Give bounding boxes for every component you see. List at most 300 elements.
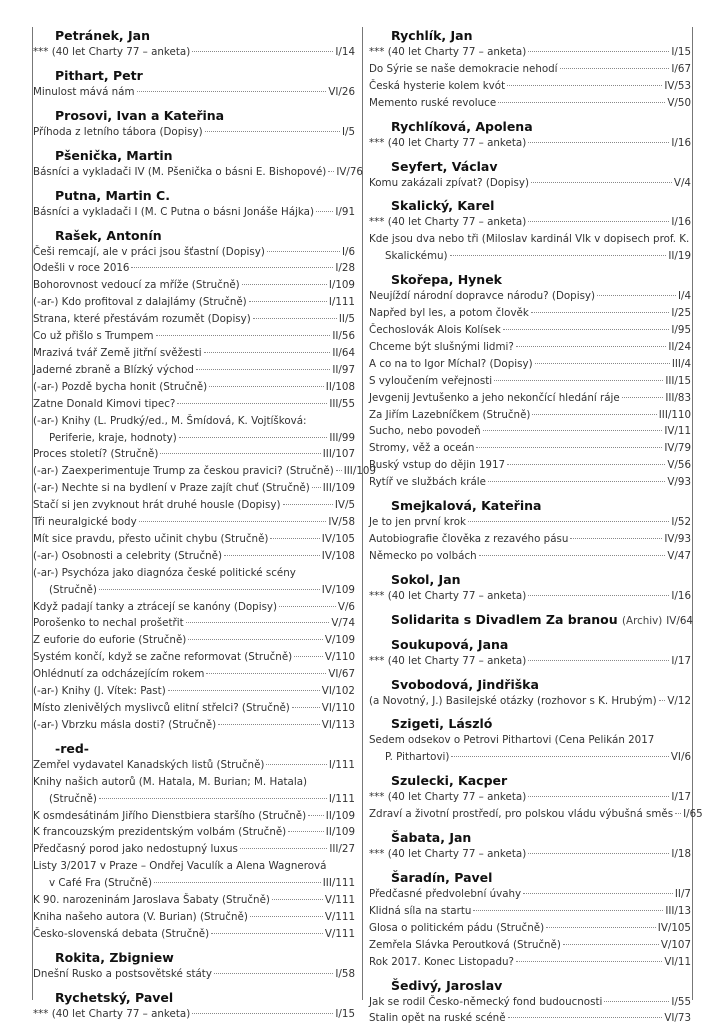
entry-title: *** (40 let Charty 77 – anketa): [369, 791, 527, 804]
author-name: Šaradín, Pavel: [391, 870, 493, 885]
entry-title: Básníci a vykladači IV (M. Pšenička o básni E. Bishopové): [33, 165, 327, 178]
dot-leader: [99, 798, 327, 799]
page-ref: VI/102: [321, 685, 355, 698]
author-heading: [33, 27, 355, 44]
dot-leader: [266, 764, 326, 765]
entry-title: Stalin opět na ruské scéně: [369, 1012, 506, 1025]
dot-leader: [507, 85, 662, 86]
dot-leader: [250, 916, 323, 917]
entry-title: *** (40 let Charty 77 – anketa): [33, 1007, 191, 1020]
page-ref: I/5: [341, 125, 355, 138]
dot-leader: [516, 961, 662, 962]
dot-leader: [288, 831, 324, 832]
index-entry: [33, 277, 355, 294]
author-heading: [369, 611, 691, 630]
dot-leader: [192, 51, 333, 52]
entry-title: (-ar-) Psychóza jako diagnóza české politické scény: [33, 566, 296, 579]
entry-title: Listy 3/2017 v Praze – Ondřej Vaculík a Alena Wagnerová: [33, 860, 327, 873]
index-entry: [369, 994, 691, 1011]
entry-title: Zemřel vydavatel Kanadských listů (Stručně): [33, 758, 265, 771]
entry-title: Glosa o politickém pádu (Stručně): [369, 921, 545, 934]
index-entry: [369, 356, 691, 373]
entry-title: Sedem odsekov o Petrovi Pithartovi (Cena Pelikán 2017: [369, 734, 655, 747]
entry-title: Zatne Donald Kimovi tipec?: [33, 397, 176, 410]
index-entry: [33, 700, 355, 717]
dot-leader: [279, 606, 336, 607]
page-ref: I/28: [335, 262, 355, 275]
dot-leader: [336, 470, 342, 471]
dot-leader: [532, 414, 656, 415]
entry-title: Ruský vstup do dějin 1917: [369, 459, 506, 472]
entry-title: (-ar-) Osobnosti a celebrity (Stručně): [33, 549, 222, 562]
dot-leader: [507, 464, 665, 465]
page-ref: III/110: [658, 408, 691, 421]
page-ref: I/111: [328, 296, 355, 309]
dot-leader: [308, 815, 324, 816]
entry-title: Místo zlenivělých myslivců elitní střelci? (Stručně): [33, 702, 290, 714]
index-entry: [33, 311, 355, 328]
author-name: Rašek, Antonín: [55, 227, 162, 243]
dot-leader: [186, 622, 330, 623]
entry-title: K osmdesátinám Jiřího Dienstbiera staršího (Stručně): [33, 809, 307, 822]
author-name: Prosovi, Ivan a Kateřina: [55, 107, 225, 123]
dot-leader: [597, 295, 676, 296]
index-entry: [33, 892, 355, 909]
page-ref: III/13: [665, 904, 691, 917]
index-entry: [33, 717, 355, 734]
author-heading: [369, 158, 691, 175]
page-ref: I/55: [671, 995, 691, 1008]
entry-title: S vyloučením veřejnosti: [369, 374, 493, 387]
index-entry: [369, 789, 691, 806]
author-name: Putna, Martin C.: [55, 187, 170, 203]
dot-leader: [179, 437, 328, 438]
index-entry: [33, 362, 355, 379]
index-entry: [33, 44, 355, 61]
page-ref: II/64: [332, 346, 355, 359]
author-heading: [369, 197, 691, 214]
page-ref: I/17: [671, 791, 691, 804]
author-heading: [369, 869, 691, 886]
index-entry: [33, 808, 355, 825]
page-ref: I/52: [671, 516, 691, 529]
entry-title: Do Sýrie se naše demokracie nehodí: [369, 62, 558, 75]
dot-leader: [211, 933, 323, 934]
index-entry: [33, 909, 355, 926]
index-entry-continuation: [33, 430, 355, 447]
page-ref: V/110: [324, 651, 355, 664]
index-entry: [369, 322, 691, 339]
dot-leader: [479, 555, 666, 556]
right-column-rule: [692, 27, 693, 1000]
dot-leader: [205, 131, 340, 132]
entry-title: Co už přišlo s Trumpem: [33, 330, 154, 343]
page-ref: III/4: [671, 357, 691, 370]
entry-title: Ohlédnutí za odcházejícím rokem: [33, 668, 205, 681]
page-ref: IV/76: [336, 165, 363, 178]
index-entry: [33, 565, 355, 582]
page-ref: V/109: [324, 634, 355, 647]
page-ref: IV/11: [664, 425, 691, 438]
page-ref: II/108: [325, 380, 355, 393]
page-ref: II/109: [325, 826, 355, 839]
entry-title: K 90. narozeninám Jaroslava Šabaty (Stručně): [33, 894, 270, 907]
page-ref: V/50: [667, 96, 691, 109]
entry-title: Češi remcají, ale v práci jsou šťastní (Dopisy): [33, 245, 265, 258]
author-heading: [369, 118, 691, 135]
dot-leader: [451, 756, 668, 757]
index-entry: [33, 328, 355, 345]
index-entry: [33, 480, 355, 497]
page-ref: III/109: [343, 465, 376, 478]
author-name: Skořepa, Hynek: [391, 272, 502, 288]
page-ref: V/56: [667, 459, 691, 472]
page-ref: I/58: [335, 967, 355, 980]
author-name: Rokita, Zbigniew: [55, 949, 174, 965]
entry-title: *** (40 let Charty 77 – anketa): [33, 46, 191, 58]
index-entry: [369, 693, 691, 710]
index-entry: [33, 244, 355, 261]
author-name: Šedivý, Jaroslav: [391, 977, 503, 993]
entry-title: Dnešní Rusko a postsovětské státy: [33, 967, 212, 980]
page-ref: V/107: [660, 938, 691, 951]
dot-leader: [560, 68, 670, 69]
entry-title: *** (40 let Charty 77 – anketa): [369, 136, 527, 149]
entry-title: *** (40 let Charty 77 – anketa): [369, 848, 527, 861]
entry-title: Česko-slovenská debata (Stručně): [33, 927, 210, 940]
entry-title: (a Novotný, J.) Basilejské otázky (rozhovor s K. Hrubým): [369, 694, 657, 707]
index-entry: [33, 858, 355, 875]
entry-title: Memento ruské revoluce: [369, 96, 497, 109]
entry-title: Z euforie do euforie (Stručně): [33, 634, 187, 647]
page-ref: I/17: [671, 654, 691, 667]
dot-leader: [294, 656, 323, 657]
entry-title-continued: (Stručně): [49, 583, 97, 596]
dot-leader: [508, 1017, 663, 1018]
dot-leader: [249, 301, 327, 302]
dot-leader: [328, 171, 334, 172]
page-ref: I/65: [683, 808, 703, 821]
dot-leader: [154, 882, 321, 883]
dot-leader: [214, 973, 333, 974]
index-entry: [369, 390, 691, 407]
page-ref: V/47: [667, 549, 691, 562]
author-heading: [33, 949, 355, 966]
author-name: Šabata, Jan: [391, 830, 472, 846]
page-ref: VI/11: [664, 955, 691, 968]
index-entry: [369, 440, 691, 457]
entry-title: Klidná síla na startu: [369, 904, 472, 917]
entry-title: (-ar-) Pozdě bycha honit (Stručně): [33, 380, 208, 393]
dot-leader: [312, 487, 321, 488]
author-name: Seyfert, Václav: [391, 158, 498, 174]
dot-leader: [292, 707, 320, 708]
index-entry: [369, 588, 691, 605]
author-heading: [33, 187, 355, 204]
entry-title: Zdraví a životní prostředí, pro polskou vládu výbušná směs: [369, 808, 674, 821]
page-ref: I/14: [335, 46, 355, 58]
dot-leader: [570, 538, 662, 539]
page-ref: V/111: [324, 894, 355, 907]
dot-leader: [528, 221, 669, 222]
author-name: Rychetský, Pavel: [55, 989, 174, 1005]
author-heading: [369, 772, 691, 789]
author-name: Szigeti, László: [391, 716, 493, 732]
index-entry: [33, 294, 355, 311]
index-entry: [33, 379, 355, 396]
dot-leader: [253, 318, 337, 319]
author-heading: [33, 147, 355, 164]
index-entry: [369, 423, 691, 440]
page-ref: V/74: [331, 617, 355, 630]
entry-title: Odešli v roce 2016: [33, 262, 130, 275]
page-ref: VI/113: [321, 718, 355, 731]
index-entry: [369, 653, 691, 670]
entry-title: (-ar-) Nechte si na bydlení v Praze zajít chuť (Stručně): [33, 482, 310, 495]
page-ref: I/95: [671, 323, 691, 336]
dot-leader: [188, 639, 323, 640]
author-heading: [33, 740, 355, 757]
entry-title: *** (40 let Charty 77 – anketa): [369, 589, 527, 602]
page-ref: I/67: [671, 62, 691, 75]
dot-leader: [270, 538, 319, 539]
author-name: Skalický, Karel: [391, 198, 495, 214]
heading-note: (Archiv): [622, 614, 663, 627]
entry-title: Kde jsou dva nebo tři (Miloslav kardinál Vlk v dopisech prof. K.: [369, 233, 690, 246]
entry-title: Příhoda z letního tábora (Dopisy): [33, 125, 203, 138]
entry-title-continued: v Café Fra (Stručně): [49, 877, 152, 890]
entry-title: *** (40 let Charty 77 – anketa): [369, 216, 527, 229]
page-ref: II/56: [332, 330, 355, 343]
author-heading: [369, 27, 691, 44]
index-entry-continuation: [369, 248, 691, 265]
page-ref: I/6: [341, 245, 355, 258]
page-ref: IV/105: [657, 921, 691, 934]
dot-leader: [531, 312, 670, 313]
entry-title: (-ar-) Knihy (J. Vítek: Past): [33, 685, 166, 698]
author-heading: [369, 571, 691, 588]
dot-leader: [488, 481, 665, 482]
dot-leader: [528, 660, 669, 661]
dot-leader: [494, 380, 663, 381]
dot-leader: [483, 430, 663, 431]
index-entry: [33, 841, 355, 858]
author-heading: [33, 107, 355, 124]
index-entry: [369, 531, 691, 548]
dot-leader: [531, 182, 672, 183]
author-name: Sokol, Jan: [391, 571, 461, 587]
page-ref: I/111: [328, 792, 355, 805]
index-entry: [33, 463, 376, 480]
index-entry: [33, 514, 355, 531]
index-entry: [33, 926, 355, 943]
author-name: Szulecki, Kacper: [391, 773, 508, 789]
author-name: Svobodová, Jindřiška: [391, 676, 539, 692]
author-heading: [369, 676, 691, 693]
index-entry: [33, 774, 355, 791]
page-ref: I/16: [671, 216, 691, 229]
author-name: Rychlík, Jan: [391, 28, 473, 43]
page-ref: III/107: [322, 448, 355, 461]
index-entry: [369, 339, 691, 356]
dot-leader: [604, 1001, 669, 1002]
index-entry: [33, 615, 355, 632]
dot-leader: [137, 91, 327, 92]
entry-title: Komu zakázali zpívat? (Dopisy): [369, 176, 529, 189]
dot-leader: [473, 910, 663, 911]
author-name: Smejkalová, Kateřina: [391, 498, 542, 514]
page-ref: VI/73: [664, 1012, 691, 1025]
author-heading: [369, 715, 691, 732]
page-ref: I/15: [671, 46, 691, 58]
index-entry: [33, 649, 355, 666]
dot-leader: [622, 397, 664, 398]
page-ref: II/7: [674, 888, 691, 900]
index-entry-continuation: [33, 875, 355, 892]
entry-title: Stačí si jen zvyknout hrát druhé housle (Dopisy): [33, 499, 281, 512]
dot-leader: [316, 211, 333, 212]
entry-title: Bohorovnost vedoucí za mříže (Stručně): [33, 279, 240, 292]
page-ref: I/16: [671, 136, 691, 149]
dot-leader: [523, 893, 673, 894]
author-heading: [369, 497, 691, 514]
index-entry: [369, 920, 691, 937]
entry-title: Za Jiřím Lazebníčkem (Stručně): [369, 408, 531, 421]
dot-leader: [528, 595, 669, 596]
entry-title: Zemřela Slávka Peroutková (Stručně): [369, 938, 561, 951]
page-ref: II/109: [325, 809, 355, 822]
page-ref: IV/5: [334, 499, 355, 512]
page-ref: I/109: [328, 279, 355, 292]
entry-title: Předčasný porod jako nedostupný luxus: [33, 843, 238, 856]
entry-title-continued: Skalickému): [385, 250, 448, 263]
entry-title-continued: Periferie, kraje, hodnoty): [49, 431, 177, 444]
index-entry: [33, 599, 355, 616]
page-ref: II/97: [332, 363, 355, 376]
page-ref: I/18: [671, 848, 691, 861]
page-ref: IV/79: [664, 442, 691, 455]
dot-leader: [156, 335, 331, 336]
index-entry: [369, 457, 691, 474]
index-entry-continuation: [33, 582, 355, 599]
index-entry: [33, 260, 355, 277]
index-entry: [369, 61, 691, 78]
entry-title: Chceme být slušnými lidmi?: [369, 340, 514, 353]
page-ref: IV/93: [664, 532, 691, 545]
dot-leader: [528, 51, 669, 52]
index-entry: [33, 824, 355, 841]
index-entry: [33, 757, 355, 774]
entry-title: Jaderné zbraně a Blízký východ: [33, 363, 194, 376]
dot-leader: [131, 267, 333, 268]
page-ref: VI/6: [670, 751, 691, 764]
index-entry: [369, 175, 691, 192]
author-heading: [369, 636, 691, 653]
index-entry: [369, 44, 691, 61]
dot-leader: [240, 848, 327, 849]
entry-title: Jevgenij Jevtušenko a jeho nekončící hledání ráje: [369, 391, 620, 404]
index-entry: [33, 683, 355, 700]
index-entry: [369, 373, 691, 390]
index-entry: [369, 548, 691, 565]
author-name: Soukupová, Jana: [391, 636, 509, 652]
entry-title: (-ar-) Knihy (L. Prudký/ed., M. Šmídová, K. Vojtíšková:: [33, 414, 307, 427]
entry-title: Autobiografie člověka z rezavého pásu: [369, 532, 569, 545]
author-name: Pithart, Petr: [55, 67, 143, 83]
index-entry: [33, 1006, 355, 1023]
index-entry: [33, 124, 355, 141]
page-ref: II/5: [338, 313, 355, 326]
entry-title: Porošenko to nechal prošetřit: [33, 617, 184, 630]
page-ref: IV/109: [321, 583, 355, 596]
dot-leader: [283, 504, 333, 505]
entry-title: Tři neuralgické body: [33, 516, 137, 529]
dot-leader: [528, 853, 669, 854]
dot-leader: [450, 255, 667, 256]
dot-leader: [196, 369, 330, 370]
entry-title: Mít sice pravdu, přesto učinit chybu (Stručně): [33, 532, 269, 545]
entry-title: Jak se rodil Česko-německý fond budoucnosti: [369, 995, 603, 1008]
entry-title: Stromy, věž a oceán: [369, 442, 475, 455]
page-ref: III/27: [329, 843, 355, 856]
index-entry: [369, 305, 691, 322]
dot-leader: [528, 142, 669, 143]
dot-leader: [659, 700, 666, 701]
entry-title: (-ar-) Zaexperimentuje Trump za českou pravici? (Stručně): [33, 465, 334, 478]
page-ref: V/93: [667, 476, 691, 489]
entry-title: Básníci a vykladači I (M. C Putna o básni Jonáše Hájka): [33, 205, 314, 218]
index-entry: [369, 78, 691, 95]
entry-title: Strana, které přestávám rozumět (Dopisy): [33, 313, 251, 326]
index-entry: [33, 164, 363, 181]
entry-title: Česká hysterie kolem kvót: [369, 79, 506, 92]
dot-leader: [177, 403, 327, 404]
page-ref: I/111: [328, 758, 355, 771]
page-ref: IV/105: [321, 532, 355, 545]
index-entry-continuation: [369, 749, 691, 766]
dot-leader: [218, 724, 320, 725]
dot-leader: [468, 521, 669, 522]
author-heading: [369, 271, 691, 288]
entry-title-continued: (Stručně): [49, 792, 97, 805]
page-ref: III/55: [329, 397, 355, 410]
page-ref: V/6: [337, 600, 355, 613]
author-name: Solidarita s Divadlem Za branou: [391, 611, 618, 627]
page-ref: I/25: [671, 307, 691, 320]
entry-title: Mrazivá tvář Země jitřní svěžesti: [33, 346, 202, 359]
index-entry-continuation: [33, 791, 355, 808]
dot-leader: [546, 927, 656, 928]
index-entry: [369, 732, 691, 749]
author-heading: [369, 829, 691, 846]
dot-leader: [535, 363, 670, 364]
page-ref: III/111: [322, 877, 355, 890]
dot-leader: [503, 329, 670, 330]
index-entry: [369, 135, 691, 152]
index-entry: [369, 937, 691, 954]
author-heading: [369, 977, 691, 994]
page-ref: I/16: [671, 589, 691, 602]
page-ref: V/111: [324, 927, 355, 940]
dot-leader: [192, 1013, 333, 1014]
entry-title: Německo po volbách: [369, 549, 477, 562]
dot-leader: [99, 589, 320, 590]
dot-leader: [204, 352, 331, 353]
dot-leader: [476, 447, 662, 448]
entry-title: Neujíždí národní dopravce národu? (Dopisy): [369, 290, 596, 303]
page-ref: I/15: [335, 1007, 355, 1020]
index-entry: [33, 497, 355, 514]
